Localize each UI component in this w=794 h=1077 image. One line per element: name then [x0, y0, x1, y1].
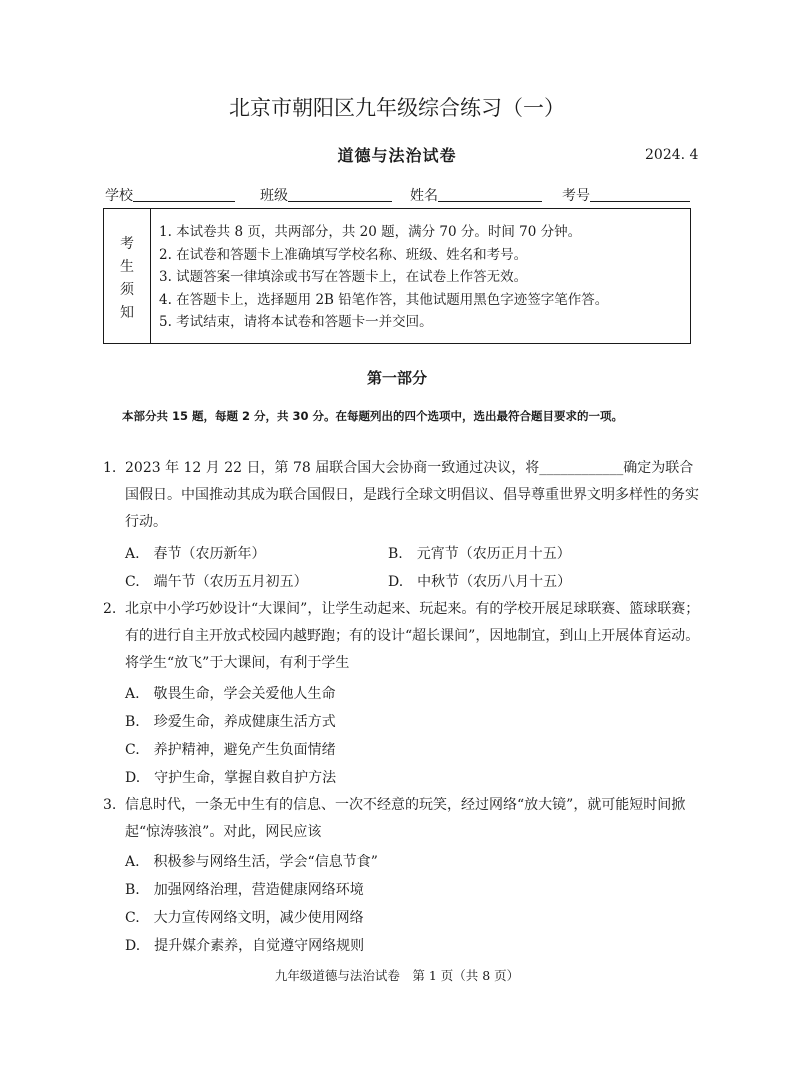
option-c[interactable]: C. 养护精神，避免产生负面情绪 [125, 742, 336, 758]
option-d[interactable]: D. 中秋节（农历八月十五） [388, 574, 572, 590]
notice-label-column [104, 209, 151, 343]
page-footer: 九年级道德与法治试卷 第 1 页（共 8 页） [274, 968, 520, 983]
question-number: 1. [103, 460, 117, 476]
class-field[interactable] [260, 185, 392, 205]
class-label: 班级 [260, 188, 288, 204]
notice-items [159, 221, 608, 334]
option-c[interactable]: C. 端午节（农历五月初五） [125, 574, 308, 590]
notice-label-char: 知 [120, 305, 134, 321]
part-instructions: 本部分共 15 题，每题 2 分，共 30 分。在每题列出的四个选项中，选出最符合题目要求的一项。 [122, 409, 624, 423]
exam-number-field[interactable] [562, 185, 690, 205]
question-stem: 2023 年 12 月 22 日，第 78 届联合国大会协商一致通过决议，将____________确定为联合国假日。中国推动其成为联合国假日，是践行全球文明倡议、倡导尊重世界文明多样性的务实行动。 [125, 460, 699, 530]
class-blank [288, 187, 392, 202]
exam-subject: 道德与法治试卷 [337, 146, 457, 165]
option-c[interactable]: C. 大力宣传网络文明，减少使用网络 [125, 910, 364, 926]
question-3 [103, 792, 703, 846]
name-label: 姓名 [410, 188, 438, 204]
exam-number-label: 考号 [562, 188, 590, 204]
part-title: 第一部分 [366, 369, 427, 387]
name-blank [438, 187, 542, 202]
exam-number-blank [590, 187, 690, 202]
question-stem: 信息时代，一条无中生有的信息、一次不经意的玩笑，经过网络“放大镜”，就可能短时间掀起“惊涛骇浪”。对此，网民应该 [125, 797, 686, 840]
notice-item: 3. 试题答案一律填涂或书写在答题卡上，在试卷上作答无效。 [159, 269, 528, 285]
option-a[interactable]: A. 春节（农历新年） [125, 546, 266, 562]
option-b[interactable]: B. 加强网络治理，营造健康网络环境 [125, 882, 364, 898]
school-field[interactable] [105, 185, 235, 205]
notice-item: 5. 考试结束，请将本试卷和答题卡一并交回。 [159, 314, 433, 330]
school-label: 学校 [105, 188, 133, 204]
notice-label-char: 考 [120, 236, 134, 252]
name-field[interactable] [410, 185, 542, 205]
notice-item: 2. 在试卷和答题卡上准确填写学校名称、班级、姓名和考号。 [159, 246, 528, 263]
exam-title: 北京市朝阳区九年级综合练习（一） [229, 96, 565, 120]
option-b[interactable]: B. 珍爱生命，养成健康生活方式 [125, 714, 336, 730]
question-number: 3. [103, 797, 117, 813]
question-2 [103, 596, 703, 677]
notice-item: 1. 本试卷共 8 页，共两部分，共 20 题，满分 70 分。时间 70 分钟。 [159, 224, 582, 240]
question-stem: 北京中小学巧妙设计“大课间”，让学生动起来、玩起来。有的学校开展足球联赛、篮球联赛；有的进行自主开放式校园内越野跑；有的设计“超长课间”，因地制宜，到山上开展体育运动。将学生“放飞”于大课间，有利于学生 [125, 601, 700, 671]
notice-label-char: 须 [120, 282, 134, 298]
question-1 [103, 455, 703, 536]
option-b[interactable]: B. 元宵节（农历正月十五） [388, 546, 571, 562]
school-blank [133, 187, 235, 202]
option-a[interactable]: A. 积极参与网络生活，学会“信息节食” [125, 854, 378, 870]
notice-item: 4. 在答题卡上，选择题用 2B 铅笔作答，其他试题用黑色字迹签字笔作答。 [159, 291, 609, 308]
option-a[interactable]: A. 敬畏生命，学会关爱他人生命 [125, 686, 336, 702]
exam-date: 2024. 4 [645, 147, 699, 163]
option-d[interactable]: D. 守护生命，掌握自救自护方法 [125, 770, 337, 786]
notice-label-char: 生 [120, 259, 134, 275]
exam-notice-box [103, 208, 691, 344]
option-d[interactable]: D. 提升媒介素养，自觉遵守网络规则 [125, 938, 365, 954]
question-number: 2. [103, 601, 117, 617]
